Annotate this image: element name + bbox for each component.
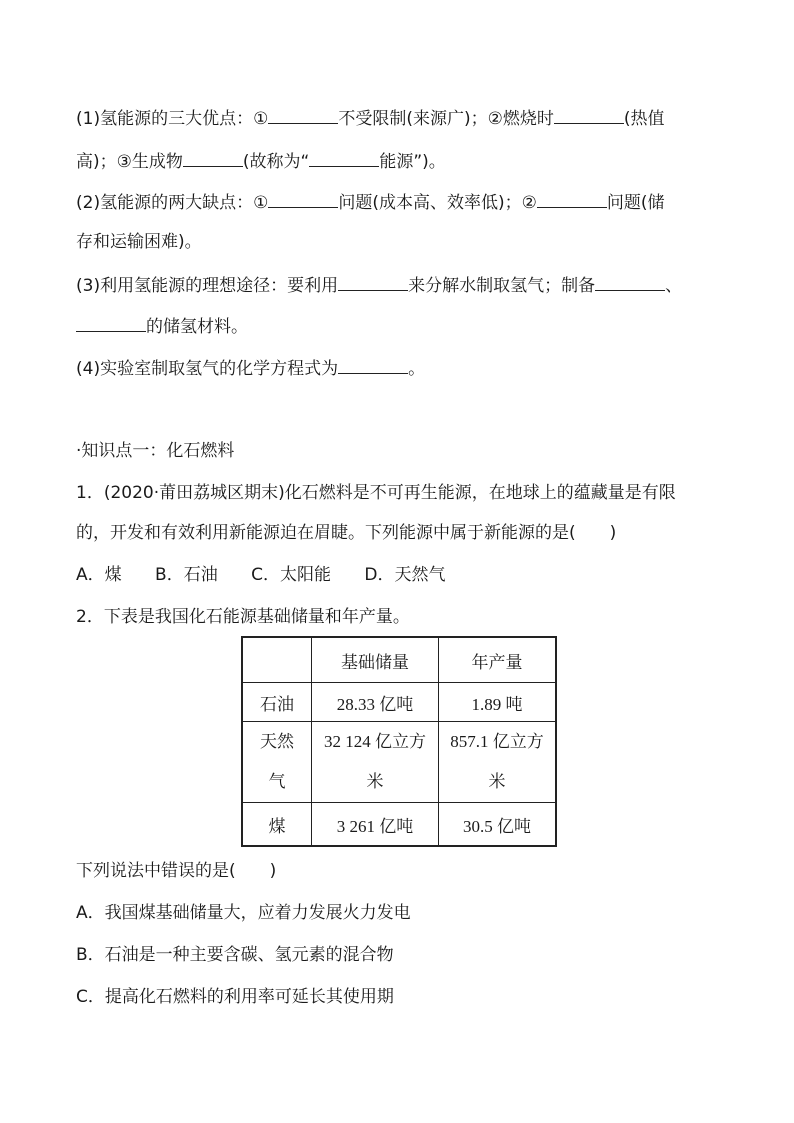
answer-blank bbox=[268, 105, 338, 124]
q3-line2 bbox=[76, 313, 248, 339]
question2-option-c: C．提高化石燃料的利用率可延长其使用期 bbox=[76, 987, 394, 1007]
question1-line1: 1．(2020·莆田荔城区期末)化石燃料是不可再生能源，在地球上的蕴藏量是有限 bbox=[76, 483, 676, 503]
table-cell bbox=[242, 722, 312, 803]
table-header-cell: 年产量 bbox=[439, 637, 557, 683]
table-row bbox=[242, 722, 556, 803]
q3-text-c: 、 bbox=[665, 276, 683, 296]
cell-text: 32 124 亿立方 bbox=[324, 732, 426, 751]
table-cell: 3 261 亿吨 bbox=[312, 803, 439, 847]
energy-table bbox=[241, 636, 557, 847]
q1-line2 bbox=[76, 148, 446, 174]
table-header-row bbox=[242, 637, 556, 683]
q4-text-a: (4)实验室制取氢气的化学方程式为 bbox=[76, 359, 339, 379]
question2-option-a: A．我国煤基础储量大，应着力发展火力发电 bbox=[76, 903, 411, 923]
option-c: C．太阳能 bbox=[251, 565, 331, 585]
q1-line1 bbox=[76, 105, 664, 131]
answer-blank bbox=[76, 313, 146, 332]
answer-blank bbox=[595, 272, 665, 291]
table-cell bbox=[439, 722, 557, 803]
q2-text-c: 问题(储 bbox=[606, 193, 665, 213]
table-cell bbox=[312, 722, 439, 803]
table-header-cell bbox=[242, 637, 312, 683]
option-b: B．石油 bbox=[155, 565, 218, 585]
q2-line2 bbox=[76, 230, 202, 254]
answer-blank bbox=[537, 189, 607, 208]
q2-text-d: 存和运输困难)。 bbox=[76, 232, 202, 252]
question2-option-b: B．石油是一种主要含碳、氢元素的混合物 bbox=[76, 945, 394, 965]
q4-text-b: 。 bbox=[408, 359, 426, 379]
table-cell: 石油 bbox=[242, 683, 312, 722]
question2-prompt: 下列说法中错误的是( ) bbox=[76, 861, 277, 881]
answer-blank bbox=[554, 105, 624, 124]
answer-blank bbox=[183, 148, 243, 167]
answer-blank bbox=[268, 189, 338, 208]
option-a: A．煤 bbox=[76, 565, 122, 585]
table-cell: 1.89 吨 bbox=[439, 683, 557, 722]
q1-text-d: 高)；③生成物 bbox=[76, 152, 183, 172]
table-header-cell: 基础储量 bbox=[312, 637, 439, 683]
q1-text-e: (故称为“ bbox=[242, 152, 310, 172]
q3-text-a: (3)利用氢能源的理想途径：要利用 bbox=[76, 276, 339, 296]
section-title: ·知识点一：化石燃料 bbox=[76, 441, 235, 461]
question1-options bbox=[76, 563, 474, 587]
q3-line1 bbox=[76, 272, 682, 298]
table-cell: 煤 bbox=[242, 803, 312, 847]
question2-stem: 2．下表是我国化石能源基础储量和年产量。 bbox=[76, 607, 410, 627]
q1-text-a: (1)氢能源的三大优点：① bbox=[76, 109, 269, 129]
q3-text-b: 来分解水制取氢气；制备 bbox=[408, 276, 596, 296]
cell-text: 857.1 亿立方 bbox=[450, 732, 544, 751]
question1-line2: 的，开发和有效利用新能源迫在眉睫。下列能源中属于新能源的是( ) bbox=[76, 523, 617, 543]
option-d: D．天然气 bbox=[364, 565, 446, 585]
cell-text: 气 bbox=[268, 772, 286, 792]
cell-text: 米 bbox=[488, 772, 506, 791]
answer-blank bbox=[309, 148, 379, 167]
table-row bbox=[242, 803, 556, 847]
table-cell: 30.5 亿吨 bbox=[439, 803, 557, 847]
answer-blank bbox=[338, 355, 408, 374]
cell-text: 米 bbox=[366, 772, 384, 791]
q1-text-b: 不受限制(来源广)；②燃烧时 bbox=[338, 109, 554, 129]
q1-text-c: (热值 bbox=[623, 109, 665, 129]
q2-text-a: (2)氢能源的两大缺点：① bbox=[76, 193, 269, 213]
table-row bbox=[242, 683, 556, 722]
answer-blank bbox=[338, 272, 408, 291]
q1-text-f: 能源”)。 bbox=[379, 152, 446, 172]
q4-line bbox=[76, 355, 425, 381]
q3-text-d: 的储氢材料。 bbox=[146, 317, 248, 337]
cell-text: 天然 bbox=[260, 732, 294, 752]
q2-line1 bbox=[76, 189, 664, 215]
table-cell: 28.33 亿吨 bbox=[312, 683, 439, 722]
q2-text-b: 问题(成本高、效率低)；② bbox=[338, 193, 537, 213]
